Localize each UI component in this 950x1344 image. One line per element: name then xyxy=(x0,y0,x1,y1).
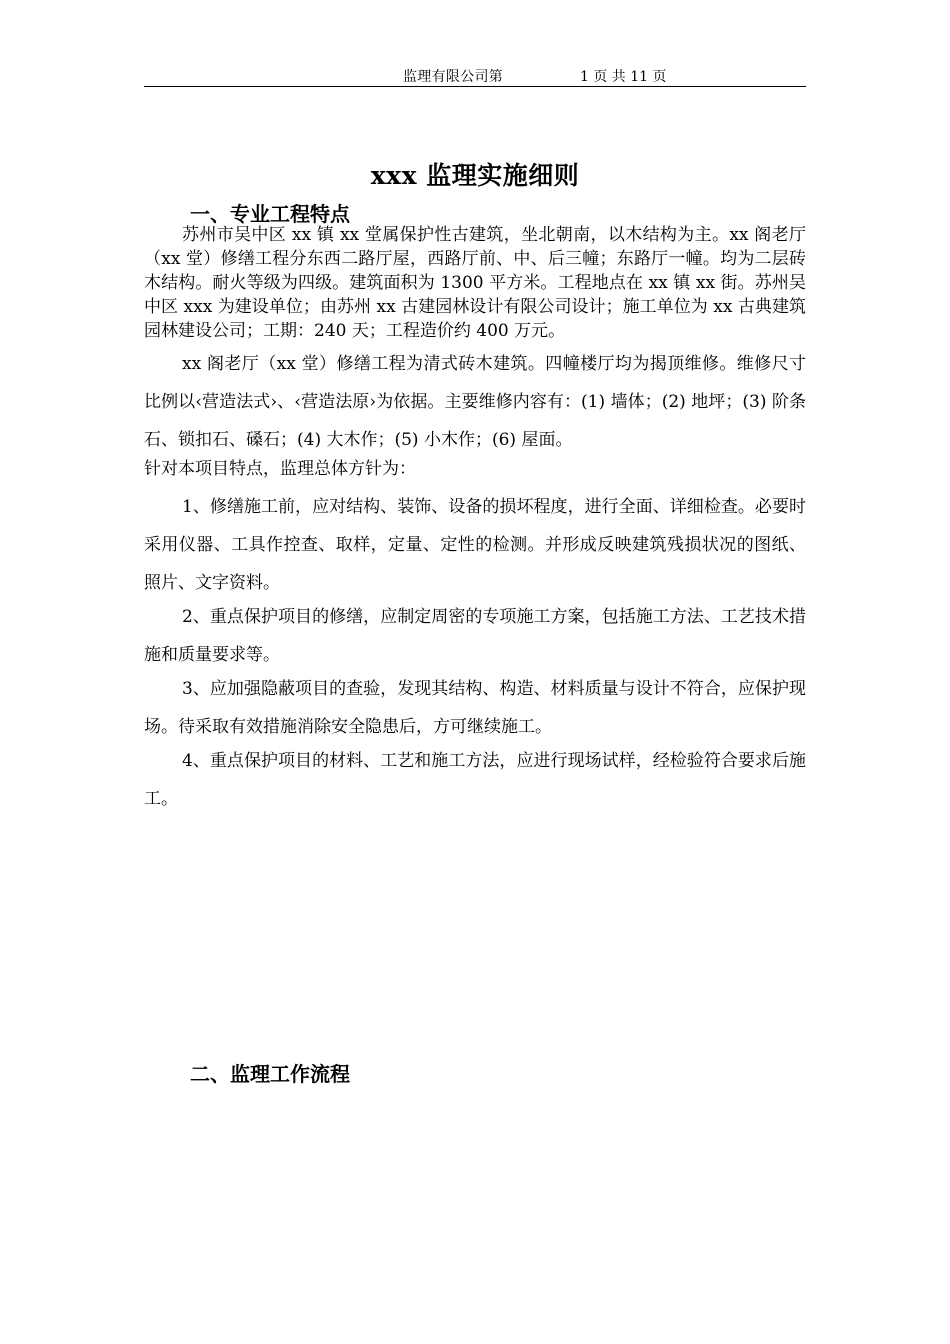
page-header xyxy=(144,62,806,87)
list-item-3: 3、应加强隐蔽项目的查验，发现其结构、构造、材料质量与设计不符合，应保护现场。待采取有效措施消除安全隐患后，方可继续施工。 xyxy=(144,679,806,737)
header-company: 监理有限公司第 xyxy=(403,69,504,85)
section-heading-1: 一、专业工程特点 xyxy=(190,202,350,226)
header-page-info: 1 页 共 11 页 xyxy=(580,69,667,85)
document-title: xxx 监理实施细则 xyxy=(370,161,580,190)
list-item-4: 4、重点保护项目的材料、工艺和施工方法，应进行现场试样，经检验符合要求后施工。 xyxy=(144,751,806,809)
list-item-2: 2、重点保护项目的修缮，应制定周密的专项施工方案，包括施工方法、工艺技术措施和质量要求等。 xyxy=(144,607,806,665)
section-heading-2: 二、监理工作流程 xyxy=(190,1062,350,1086)
list-item-1: 1、修缮施工前，应对结构、装饰、设备的损坏程度，进行全面、详细检查。必要时采用仪器、工具作控查、取样，定量、定性的检测。并形成反映建筑残损状况的图纸、照片、文字资料。 xyxy=(144,497,806,593)
paragraph-supervision-policy: 针对本项目特点，监理总体方针为： xyxy=(144,459,416,479)
paragraph-repair-scope: xx 阁老厅（xx 堂）修缮工程为清式砖木建筑。四幢楼厅均为揭顶维修。维修尺寸比例以‹营造法式›、‹营造法原›为依据。主要维修内容有：(1) 墙体；(2) 地坪；(3) 阶条石、锁扣石、磉石；(4) 大木作；(5) 小木作；(6) 屋面。 xyxy=(144,354,806,450)
paragraph-project-intro: 苏州市吴中区 xx 镇 xx 堂属保护性古建筑，坐北朝南，以木结构为主。xx 阁老厅（xx 堂）修缮工程分东西二路厅屋，西路厅前、中、后三幢；东路厅一幢。均为二层砖木结构。耐火等级为四级。建筑面积为 1300 平方米。工程地点在 xx 镇 xx 街。苏州吴中区 xxx 为建设单位；由苏州 xx 古建园林设计有限公司设计；施工单位为 xx 古典建筑园林建设公司；工期：240 天；工程造价约 400 万元。 xyxy=(144,225,806,341)
